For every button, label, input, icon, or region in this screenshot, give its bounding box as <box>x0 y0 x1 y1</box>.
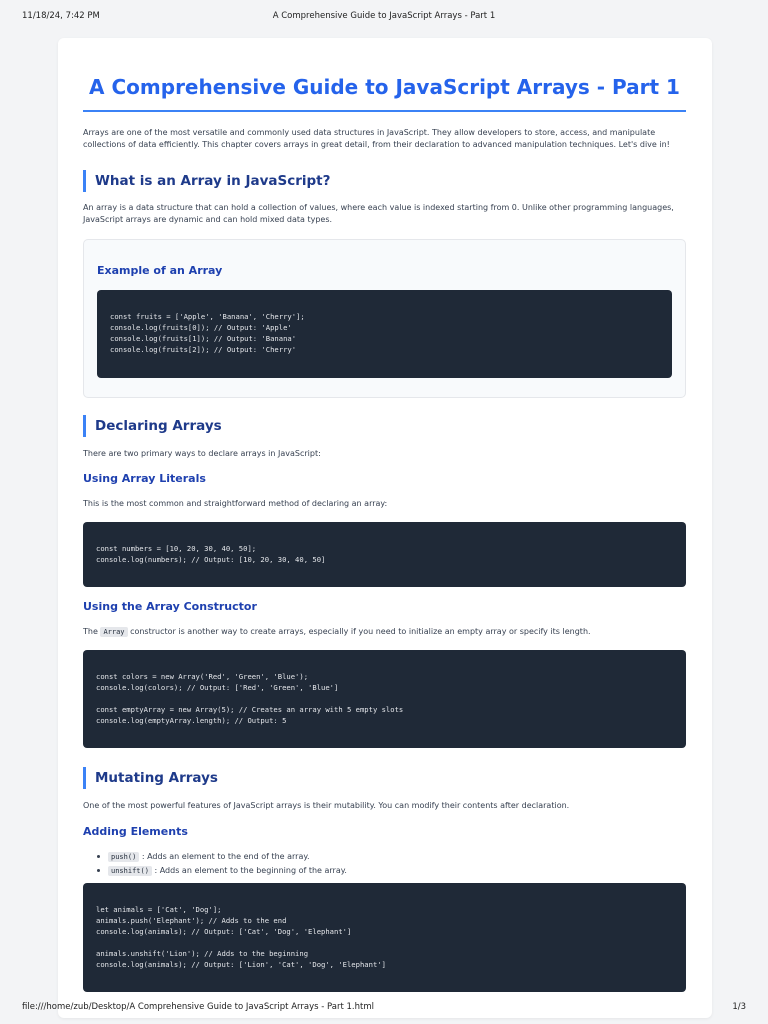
code-line: console.log(numbers); // Output: [10, 20, 30, 40, 50] <box>96 555 326 564</box>
print-page-title: A Comprehensive Guide to JavaScript Arrays - Part 1 <box>272 11 496 21</box>
list-item <box>83 850 686 864</box>
page-title: A Comprehensive Guide to JavaScript Arrays - Part 1 <box>83 75 686 112</box>
code-line: animals.push('Elephant'); // Adds to the end <box>96 916 287 925</box>
code-line: console.log(animals); // Output: ['Lion', 'Cat', 'Dog', 'Elephant'] <box>96 960 386 969</box>
code-line: console.log(fruits[1]); // Output: 'Banana' <box>110 334 297 343</box>
code-block-example <box>97 290 672 378</box>
list-item <box>83 864 686 878</box>
example-heading: Example of an Array <box>97 264 223 277</box>
inline-code-array: Array <box>100 627 127 637</box>
inline-code-push: push() <box>108 852 139 862</box>
intro-paragraph: Arrays are one of the most versatile and commonly used data structures in JavaScript. They allow developers to store, access, and manipulate collections of data efficiently. This chapter covers arrays in great detail, from their declaration to advanced manipulation techniques. Let's dive in! <box>83 128 670 149</box>
list-item-text: : Adds an element to the beginning of the array. <box>154 866 347 875</box>
section-heading-what-is: What is an Array in JavaScript? <box>83 170 330 192</box>
code-line: console.log(fruits[2]); // Output: 'Cherry' <box>110 345 297 354</box>
code-line: console.log(animals); // Output: ['Cat', 'Dog', 'Elephant'] <box>96 927 352 936</box>
code-block-constructor <box>83 650 686 748</box>
code-line: const emptyArray = new Array(5); // Creates an array with 5 empty slots <box>96 705 404 714</box>
code-block-mutating <box>83 883 686 992</box>
print-header <box>0 0 768 28</box>
print-datetime: 11/18/24, 7:42 PM <box>22 11 100 21</box>
constructor-text-after: constructor is another way to create arrays, especially if you need to initialize an empty array or specify its length. <box>130 627 591 636</box>
constructor-heading: Using the Array Constructor <box>83 600 257 613</box>
list-item-text: : Adds an element to the end of the array. <box>141 852 310 861</box>
code-line: console.log(colors); // Output: ['Red', 'Green', 'Blue'] <box>96 683 339 692</box>
code-block-literals <box>83 522 686 587</box>
code-line: let animals = ['Cat', 'Dog']; <box>96 905 222 914</box>
article-card <box>58 38 712 1018</box>
section-heading-declaring: Declaring Arrays <box>83 415 222 437</box>
code-line: console.log(fruits[0]); // Output: 'Apple' <box>110 323 292 332</box>
example-box <box>83 239 686 398</box>
adding-elements-heading: Adding Elements <box>83 825 188 838</box>
code-line: animals.unshift('Lion'); // Adds to the beginning <box>96 949 309 958</box>
literals-paragraph: This is the most common and straightforward method of declaring an array: <box>83 499 388 508</box>
literals-heading: Using Array Literals <box>83 472 206 485</box>
print-page-number: 1/3 <box>732 1002 746 1012</box>
constructor-text-before: The <box>83 627 98 636</box>
code-line: const numbers = [10, 20, 30, 40, 50]; <box>96 544 257 553</box>
inline-code-unshift: unshift() <box>108 866 152 876</box>
code-line: const colors = new Array('Red', 'Green', 'Blue'); <box>96 672 309 681</box>
print-footer <box>0 1000 768 1024</box>
constructor-paragraph <box>83 626 686 638</box>
section-heading-mutating: Mutating Arrays <box>83 767 218 789</box>
mutating-paragraph: One of the most powerful features of JavaScript arrays is their mutability. You can modify their contents after declaration. <box>83 801 570 810</box>
code-line: const fruits = ['Apple', 'Banana', 'Cherry']; <box>110 312 305 321</box>
methods-list <box>83 850 686 878</box>
declaring-paragraph: There are two primary ways to declare arrays in JavaScript: <box>83 449 321 458</box>
code-line: console.log(emptyArray.length); // Output: 5 <box>96 716 287 725</box>
print-url: file:///home/zub/Desktop/A Comprehensive Guide to JavaScript Arrays - Part 1.html <box>22 1002 374 1012</box>
what-is-paragraph: An array is a data structure that can hold a collection of values, where each value is indexed starting from 0. Unlike other programming languages, JavaScript arrays are dynamic and can hold mixed data types. <box>83 203 674 224</box>
